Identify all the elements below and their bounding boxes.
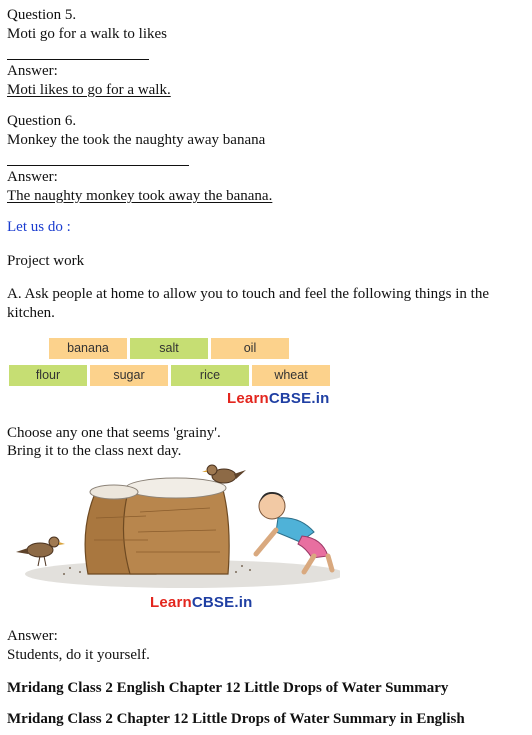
learncbse-logo [227, 389, 329, 408]
learncbse-logo [150, 593, 252, 612]
logo-learn-text: Learn [227, 390, 269, 407]
word-tile-sugar: sugar [90, 365, 168, 386]
word-tile-wheat: wheat [252, 365, 330, 386]
question-6-answer-label: Answer: [7, 169, 58, 185]
logo-dotin-text: .in [234, 594, 253, 611]
logo-cbse-text: CBSE [268, 390, 312, 407]
logo-cbse-text: CBSE [191, 594, 235, 611]
question-6-label: Question 6. [7, 113, 77, 129]
summary-english-heading: Mridang Class 2 Chapter 12 Little Drops of Water Summary in English [7, 711, 465, 727]
choose-line-1: Choose any one that seems 'grainy'. [7, 425, 221, 441]
word-tile-banana: banana [49, 338, 127, 359]
word-tile-salt: salt [130, 338, 208, 359]
final-answer-text: Students, do it yourself. [7, 647, 150, 663]
sparrow-on-ground-icon [16, 537, 65, 566]
question-5-answer-label: Answer: [7, 63, 58, 79]
project-work-heading: Project work [7, 253, 85, 269]
final-answer-label: Answer: [7, 628, 58, 644]
question-5-label: Question 5. [7, 7, 77, 23]
lets-do-heading: Let us do : [7, 219, 71, 235]
child-illustration [256, 492, 332, 572]
question-6-jumbled-text: Monkey the took the naughty away banana [7, 132, 266, 148]
logo-learn-text: Learn [150, 594, 192, 611]
grain-pile [126, 478, 226, 498]
grain-sacks-illustration [10, 462, 340, 590]
summary-heading: Mridang Class 2 English Chapter 12 Little Drops of Water Summary [7, 680, 449, 696]
word-tile-rice: rice [171, 365, 249, 386]
question-5-jumbled-text: Moti go for a walk to likes [7, 26, 167, 42]
word-tile-flour: flour [9, 365, 87, 386]
logo-dotin-text: .in [311, 390, 330, 407]
answer-blank-line [7, 59, 149, 60]
question-6-answer: The naughty monkey took away the banana. [7, 188, 273, 204]
grain-pile [90, 485, 138, 499]
project-instruction-line-1: A. Ask people at home to allow you to touch and feel the following things in the [7, 286, 489, 302]
answer-blank-line [7, 165, 189, 166]
word-tile-oil: oil [211, 338, 289, 359]
choose-line-2: Bring it to the class next day. [7, 443, 182, 459]
question-5-answer: Moti likes to go for a walk. [7, 82, 171, 98]
project-instruction-line-2: kitchen. [7, 305, 55, 321]
